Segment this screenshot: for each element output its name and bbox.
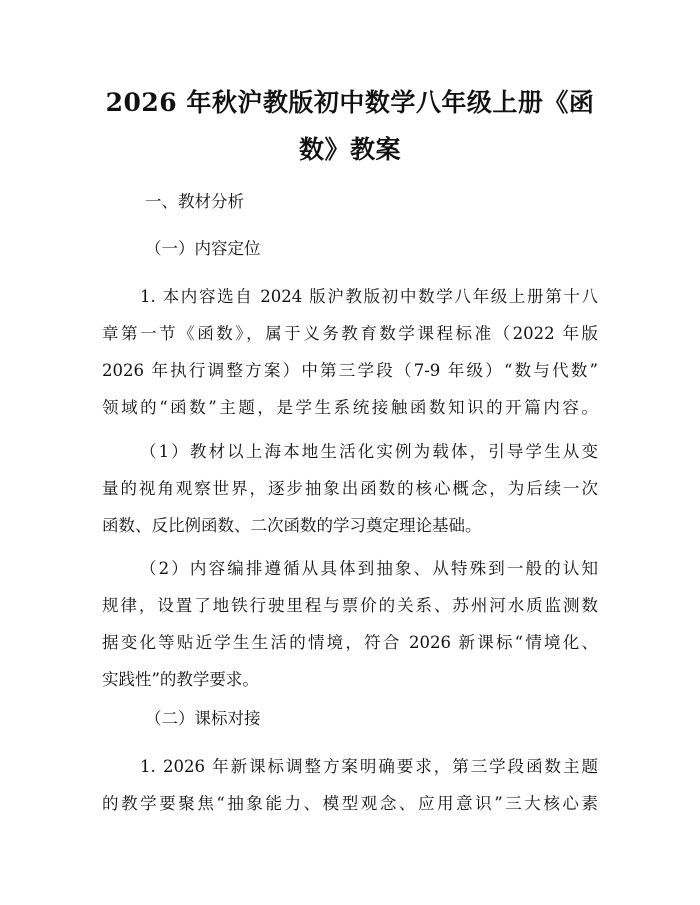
- subsection-heading-content-positioning: （一）内容定位: [145, 239, 261, 258]
- paragraph-line: 规律，设置了地铁行驶里程与票价的关系、苏州河水质监测数: [102, 596, 598, 615]
- paragraph-line: 量的视角观察世界，逐步抽象出函数的核心概念，为后续一次: [102, 479, 598, 498]
- paragraph-textbook-examples: [102, 441, 598, 552]
- paragraph-line: （2）内容编排遵循从具体到抽象、从特殊到一般的认知: [140, 559, 598, 578]
- paragraph-line: 领域的“函数”主题，是学生系统接触函数知识的开篇内容。: [102, 398, 598, 417]
- paragraph-line: （1）教材以上海本地生活化实例为载体，引导学生从变: [140, 442, 598, 461]
- paragraph-content-arrangement: [102, 558, 598, 706]
- paragraph-line: 的教学要聚焦“抽象能力、模型观念、应用意识”三大核心素: [102, 794, 598, 813]
- paragraph-curriculum-requirements: [102, 756, 598, 830]
- section-heading-textbook-analysis: 一、教材分析: [145, 192, 244, 211]
- paragraph-line: 据变化等贴近学生生活的情境，符合 2026 新课标“情境化、: [102, 633, 598, 652]
- paragraph-line: 1. 2026 年新课标调整方案明确要求，第三学段函数主题: [140, 757, 598, 776]
- document-title-line-2: 数》教案: [298, 135, 401, 164]
- paragraph-line: 实践性”的教学要求。: [102, 670, 259, 689]
- paragraph-content-source: [102, 286, 598, 434]
- document-title-line-1: 2026 年秋沪教版初中数学八年级上册《函: [105, 88, 595, 117]
- subsection-heading-curriculum-alignment: （二）课标对接: [145, 709, 261, 728]
- paragraph-line: 章第一节《函数》，属于义务教育数学课程标准（2022 年版: [102, 324, 598, 343]
- paragraph-line: 1. 本内容选自 2024 版沪教版初中数学八年级上册第十八: [140, 287, 598, 306]
- paragraph-line: 2026 年执行调整方案）中第三学段（7-9 年级）“数与代数”: [102, 361, 598, 380]
- paragraph-line: 函数、反比例函数、二次函数的学习奠定理论基础。: [102, 516, 482, 535]
